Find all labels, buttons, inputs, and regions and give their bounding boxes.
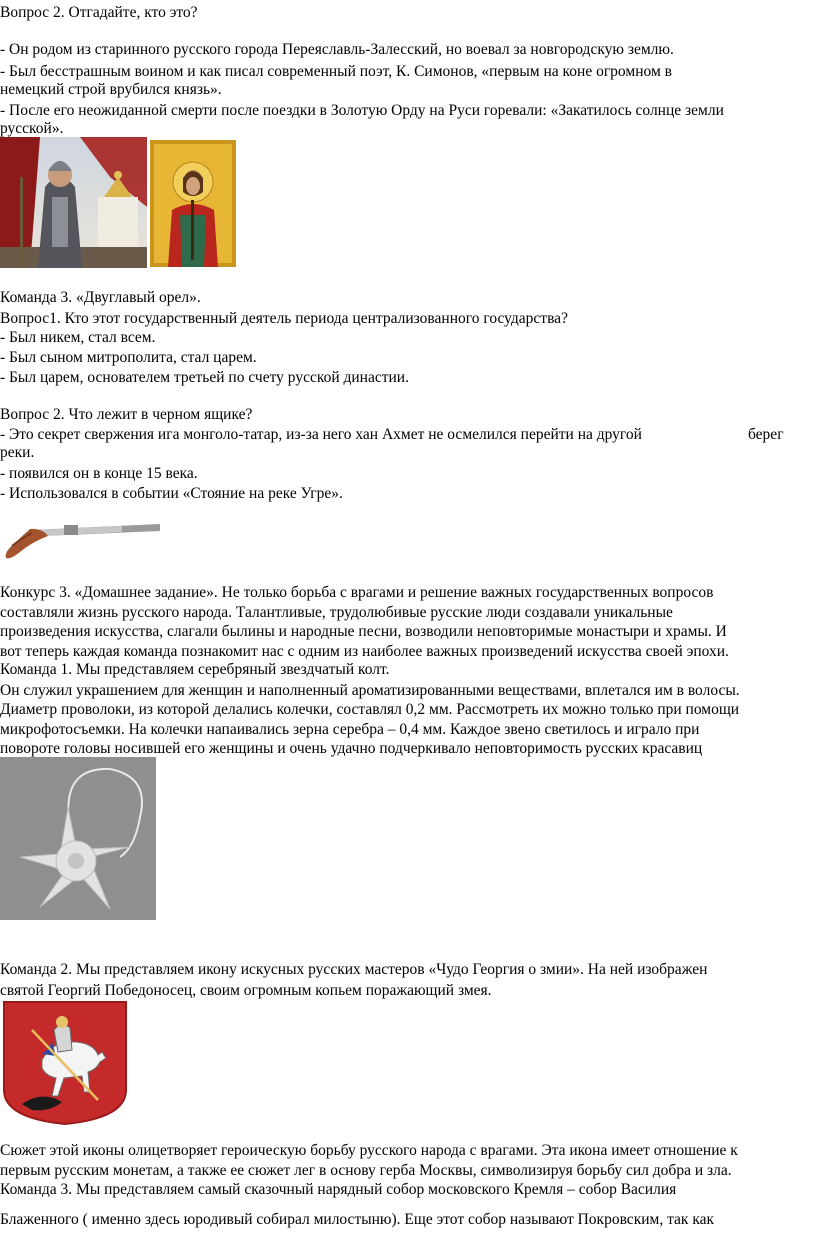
hint-line-end: берег [748,426,784,443]
hint-line: - Он родом из старинного русского города Переяславль-Залесский, но воевал за новгородскую землю. [0,41,674,58]
paragraph-line: повороте головы носившей его женщины и очень удачно подчеркивало неповторимость русских красавиц [0,740,703,757]
hint-line: русской». [0,120,64,137]
paragraph-line: Блаженного ( именно здесь юродивый собирал милостыню). Еще этот собор называют Покровским, так как [0,1211,715,1228]
paragraph-line: Команда 3. Мы представляем самый сказочный нарядный собор московского Кремля – собор Василия [0,1181,677,1198]
paragraph-line: Конкурс 3. «Домашнее задание». Не только борьба с врагами и решение важных государственных вопросов [0,584,714,601]
hint-line: - После его неожиданной смерти после поездки в Золотую Орду на Руси горевали: «Закатилось солнце земли [0,102,724,119]
saint-icon-image [150,140,236,267]
paragraph-line: микрофотосъемки. На колечки напаивались зерна серебра – 0,4 мм. Каждое звено светилось и играло при [0,721,700,738]
question-2-black-box: Вопрос 2. Что лежит в черном ящике? [0,406,253,423]
question-2-title: Вопрос 2. Отгадайте, кто это? [0,4,198,21]
paragraph-line: вот теперь каждая команда познакомит нас с одним из наиболее важных произведений искусства своей эпохи. [0,643,729,660]
hint-line: - Это секрет свержения ига монголо-татар, из-за него хан Ахмет не осмелился перейти на другой [0,426,642,443]
paragraph-line: составляли жизнь русского народа. Талантливые, трудолюбивые русские люди создавали уникальные [0,604,673,621]
paragraph-line: первым русским монетам, а также ее сюжет лег в основу герба Москвы, символизируя борьбу сил добра и зла. [0,1162,732,1179]
hint-line: - Был царем, основателем третьей по счету русской династии. [0,369,409,386]
hint-line: - Был никем, стал всем. [0,329,156,346]
paragraph-line: произведения искусства, слагали былины и народные песни, возводили неповторимые монастыри и храмы. И [0,623,727,640]
paragraph-line: Диаметр проволоки, из которой делались колечки, составлял 0,2 мм. Рассмотреть их можно только при помощи [0,701,740,718]
hint-line: - Использовался в событии «Стояние на реке Угре». [0,485,343,502]
hint-line: - Был бесстрашным воином и как писал современный поэт, К. Симонов, «первым на коне огромном в [0,63,672,80]
silver-kolt-image [0,757,156,920]
paragraph-line: Команда 1. Мы представляем серебряный звездчатый колт. [0,661,390,678]
moscow-coat-of-arms-image [2,1000,128,1126]
paragraph-line: Сюжет этой иконы олицетворяет героическую борьбу русского народа с врагами. Эта икона имеет отношение к [0,1142,738,1159]
paragraph-line: святой Георгий Победоносец, своим огромным копьем поражающий змея. [0,982,492,999]
firearm-image [2,516,162,566]
paragraph-line: Он служил украшением для женщин и наполненный ароматизированными веществами, вплетался им в волосы. [0,682,740,699]
team-3-title: Команда 3. «Двуглавый орел». [0,289,201,306]
paragraph-line: Команда 2. Мы представляем икону искусных русских мастеров «Чудо Георгия о змии». На ней изображен [0,961,708,978]
hint-line: - появился он в конце 15 века. [0,465,198,482]
hint-line: реки. [0,444,35,461]
hint-line: - Был сыном митрополита, стал царем. [0,349,257,366]
prince-painting-image [0,137,147,268]
hint-line: немецкий строй врубился князь». [0,81,222,98]
question-1-title: Вопрос1. Кто этот государственный деятель периода централизованного государства? [0,310,568,327]
